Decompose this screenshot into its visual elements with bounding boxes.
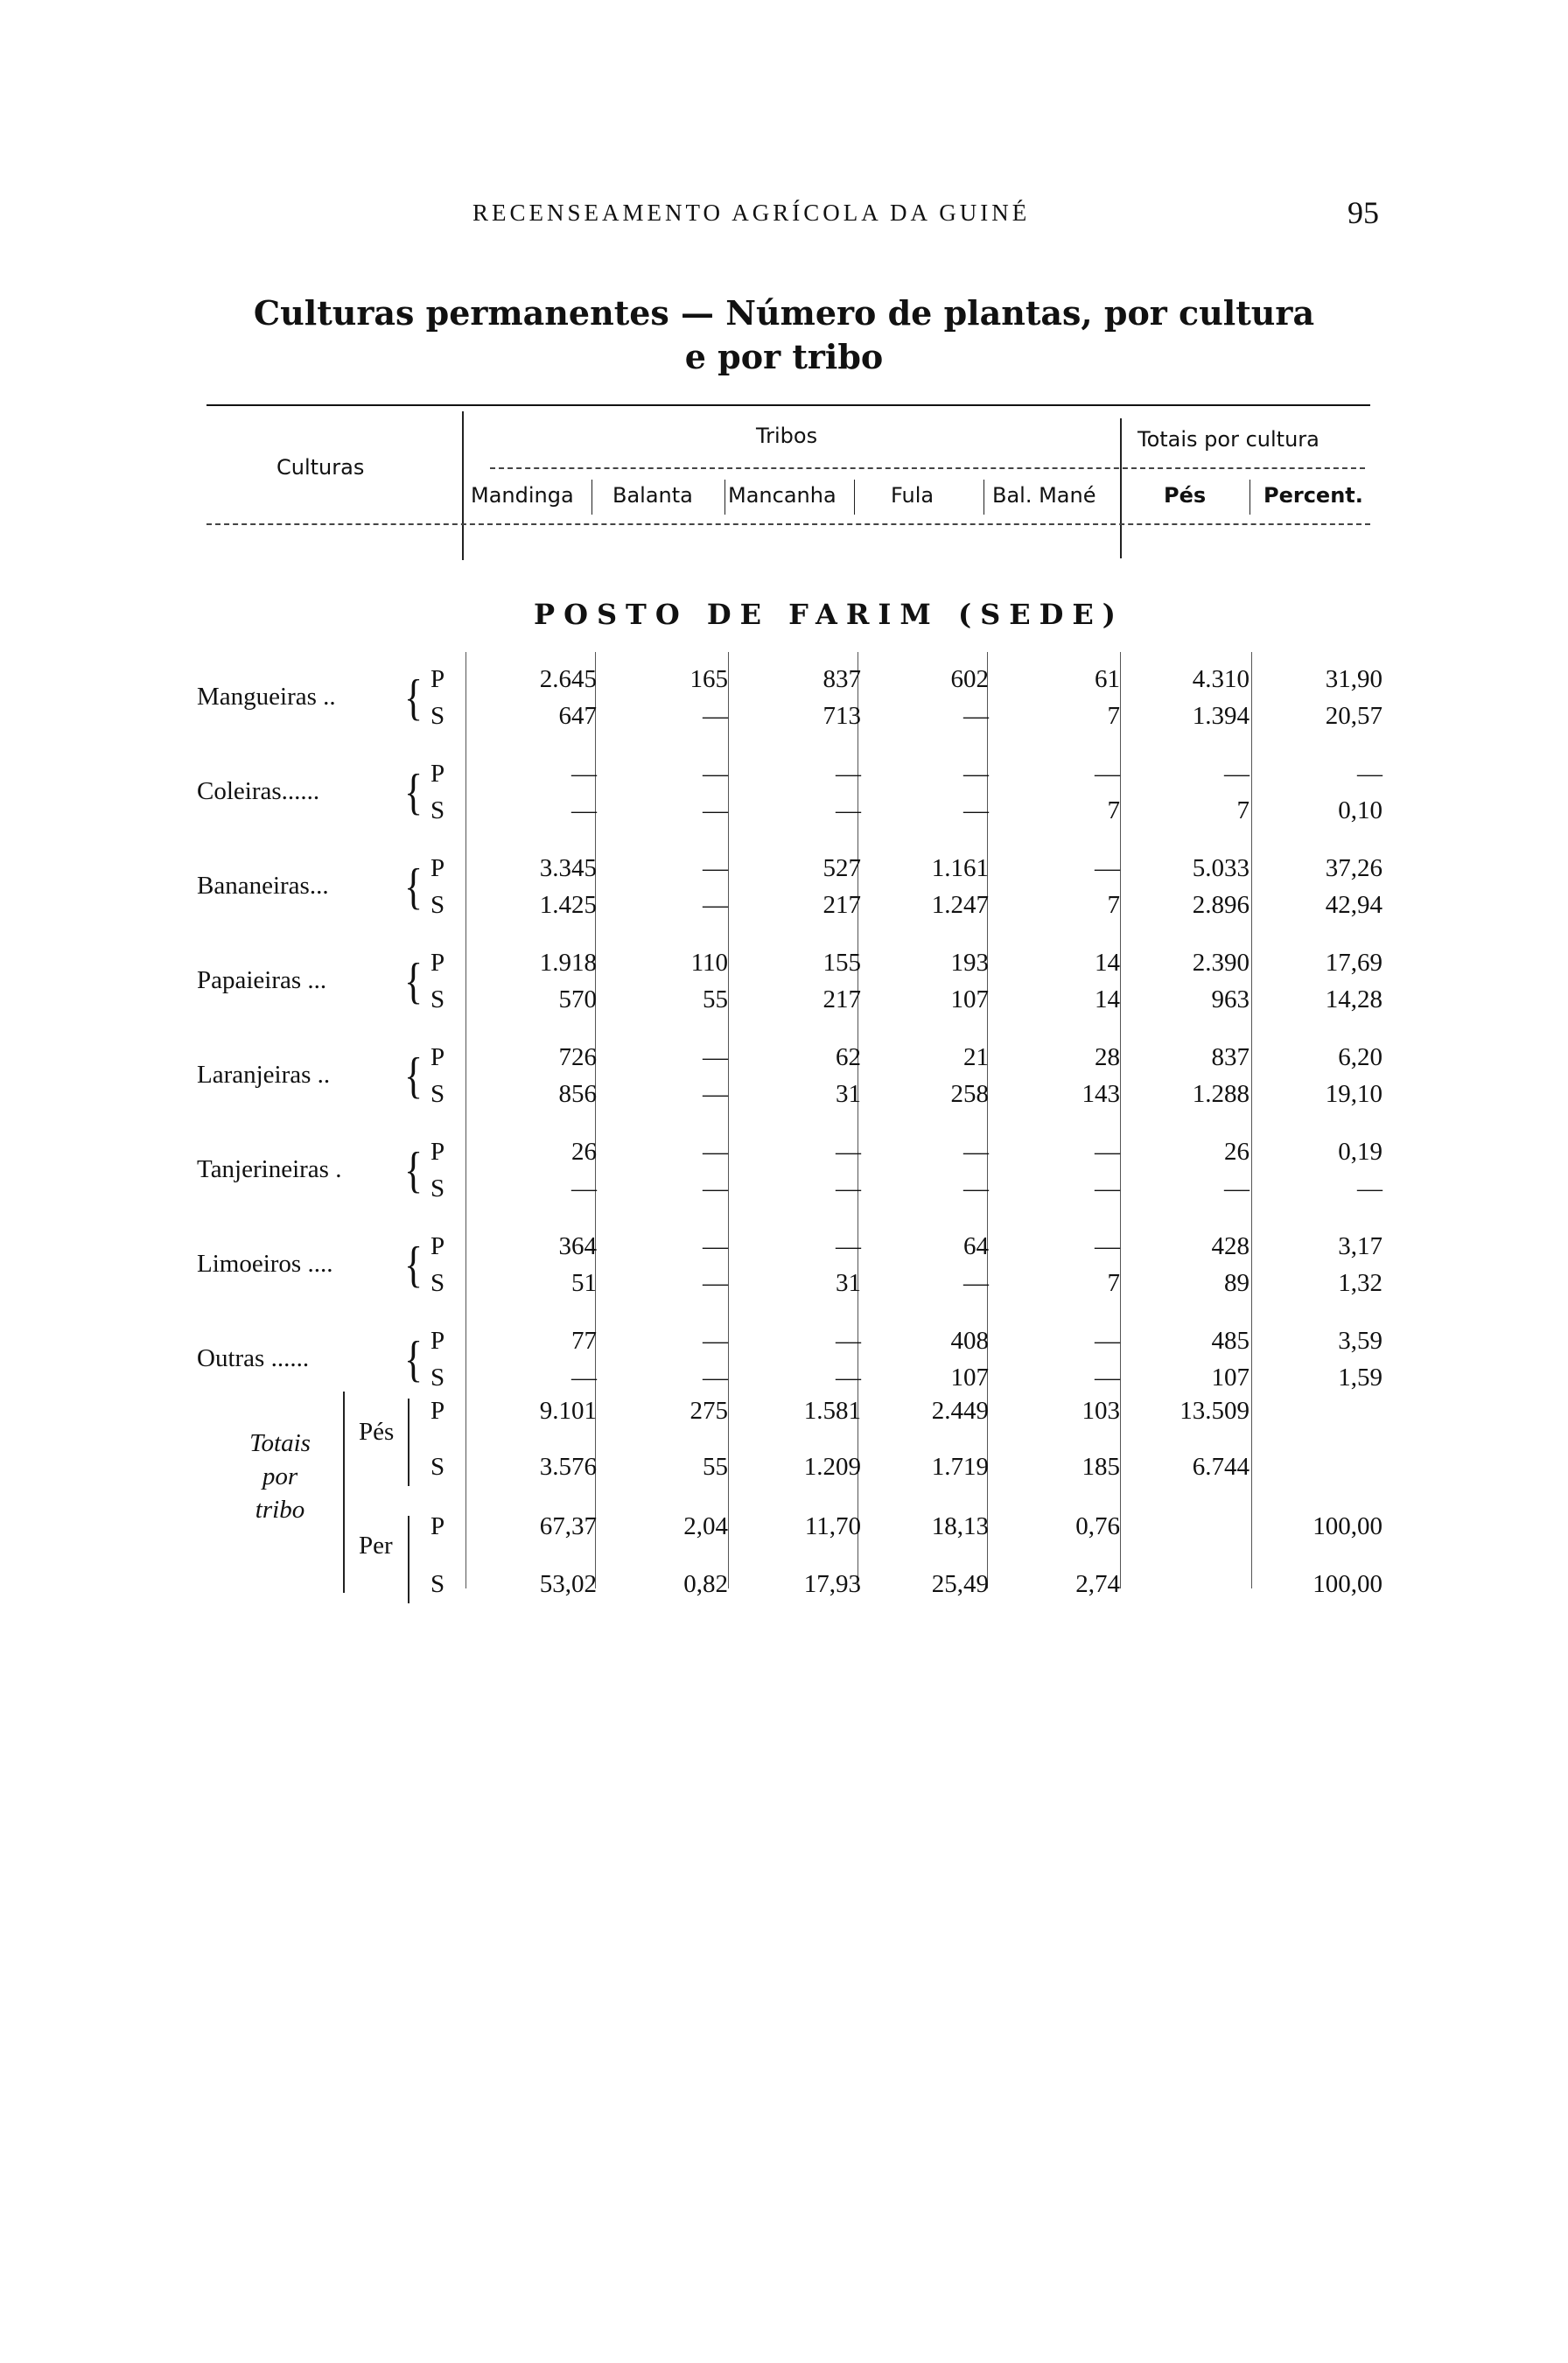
table-cell: 14,28 [1325,985,1382,1013]
header-mancanha: Mancanha [728,483,836,508]
table-cell: 26 [571,1138,597,1166]
table-cell: — [1095,1232,1120,1260]
totals-label [214,1427,346,1526]
totals-cell: 11,70 [804,1512,861,1540]
table-cell: 37,26 [1325,854,1382,882]
totals-ps-label: S [430,1453,445,1481]
table-cell: 107 [950,1364,989,1392]
table-cell: — [963,1174,989,1203]
table-cell: 155 [822,949,861,977]
table-cell: 2.390 [1192,949,1250,977]
table-cell: 143 [1082,1080,1120,1108]
table-cell: — [571,796,597,824]
table-cell: 64 [963,1232,989,1260]
ps-label-p: P [430,665,445,693]
table-cell: 3,59 [1338,1327,1382,1355]
totals-cell: 0,76 [1075,1512,1120,1540]
totals-ps-label: S [430,1570,445,1598]
table-cell: 7 [1236,796,1250,824]
table-cell: 570 [558,985,597,1013]
table-cell: — [836,796,861,824]
table-cell: — [1357,1174,1382,1203]
table-cell: 1.247 [931,891,989,919]
table-cell: 17,69 [1325,949,1382,977]
table-cell: 3,17 [1338,1232,1382,1260]
ps-label-s: S [430,702,445,730]
ps-label-s: S [430,1080,445,1108]
table-cell: 726 [558,1043,597,1071]
table-cell: 26 [1224,1138,1250,1166]
table-cell: 20,57 [1325,702,1382,730]
table-cell: 7 [1107,891,1120,919]
table-cell: — [963,702,989,730]
table-cell: 602 [950,665,989,693]
totals-label-line: por [262,1462,298,1490]
table-cell: 193 [950,949,989,977]
table-cell: — [703,1080,728,1108]
totals-cell: 13.509 [1180,1397,1250,1425]
row-label: Tanjerineiras . [197,1155,342,1183]
ps-label-s: S [430,1364,445,1392]
table-cell: 0,19 [1338,1138,1382,1166]
table-cell: — [836,760,861,788]
totals-cell: 55 [703,1453,728,1481]
header-pes: Pés [1164,483,1207,508]
row-label: Limoeiros .... [197,1250,333,1278]
header-sep [724,480,725,515]
row-brace: { [404,1142,424,1199]
ps-label-p: P [430,949,445,977]
table-cell: — [963,1269,989,1297]
row-brace: { [404,1048,424,1104]
table-title-line-1: Culturas permanentes — Número de plantas, por cultura [253,293,1315,333]
table-cell: 837 [1211,1043,1250,1071]
table-cell: 3.345 [539,854,597,882]
table-cell: 31,90 [1325,665,1382,693]
totals-cell: 25,49 [931,1570,989,1598]
table-cell: 364 [558,1232,597,1260]
ps-label-p: P [430,760,445,788]
ps-label-s: S [430,1174,445,1203]
table-cell: 165 [690,665,728,693]
row-brace: { [404,953,424,1010]
table-cell: — [836,1174,861,1203]
totals-cell: 18,13 [931,1512,989,1540]
table-cell: 713 [822,702,861,730]
ps-label-s: S [430,796,445,824]
table-cell: 963 [1211,985,1250,1013]
row-label: Outras ...... [197,1344,310,1372]
column-separator [987,652,988,1588]
totals-per-brace [408,1516,415,1603]
row-brace: { [404,859,424,915]
table-title-line-2: e por tribo [684,337,884,376]
table-cell: 217 [822,985,861,1013]
table-cell: — [1224,1174,1250,1203]
row-label: Bananeiras... [197,872,329,900]
table-cell: 5.033 [1192,854,1250,882]
table-cell: 107 [950,985,989,1013]
totals-pes-brace [408,1399,415,1486]
table-cell: 6,20 [1338,1043,1382,1071]
table-cell: — [571,760,597,788]
column-separator [1120,652,1121,1588]
totals-cell: 100,00 [1312,1570,1382,1598]
table-cell: — [703,891,728,919]
header-mandinga: Mandinga [471,483,574,508]
table-cell: 1.394 [1192,702,1250,730]
table-cell: — [703,854,728,882]
header-fula: Fula [891,483,934,508]
table-cell: — [703,1138,728,1166]
table-cell: 14 [1095,949,1120,977]
totals-cell: 9.101 [539,1397,597,1425]
row-label: Laranjeiras .. [197,1061,331,1089]
table-cell: — [571,1174,597,1203]
table-cell: 1.425 [539,891,597,919]
ps-label-p: P [430,1138,445,1166]
totals-pes-label: Pés [359,1418,395,1446]
table-cell: — [1095,1138,1120,1166]
table-cell: 485 [1211,1327,1250,1355]
running-head: RECENSEAMENTO AGRÍCOLA DA GUINÉ [472,200,1031,226]
table-cell: — [703,1174,728,1203]
table-cell: — [1095,1327,1120,1355]
table-cell: 51 [571,1269,597,1297]
table-cell: — [1095,1364,1120,1392]
totals-cell: 1.719 [931,1453,989,1481]
page-number: 95 [1348,195,1379,230]
row-label: Coleiras...... [197,777,320,805]
row-brace: { [404,1237,424,1294]
table-cell: 2.645 [539,665,597,693]
table-cell: 110 [690,949,728,977]
table-cell: — [1095,854,1120,882]
table-cell: 62 [836,1043,861,1071]
ps-label-p: P [430,1043,445,1071]
header-balanta: Balanta [612,483,693,508]
totals-cell: 2,04 [683,1512,728,1540]
table-cell: — [836,1232,861,1260]
table-cell: — [571,1364,597,1392]
totals-label-line: Totais [249,1429,311,1457]
totals-label-line: tribo [255,1496,305,1524]
table-cell: 428 [1211,1232,1250,1260]
totals-brace [343,1392,348,1593]
row-brace: { [404,764,424,821]
table-cell: 647 [558,702,597,730]
table-cell: — [703,1327,728,1355]
table-cell: 1,59 [1338,1364,1382,1392]
ps-label-p: P [430,1232,445,1260]
header-vertical-rule-totals [1120,418,1122,558]
table-cell: — [963,760,989,788]
table-cell: 1.288 [1192,1080,1250,1108]
table-cell: 7 [1107,1269,1120,1297]
table-cell: 258 [950,1080,989,1108]
table-cell: 89 [1224,1269,1250,1297]
table-cell: — [703,702,728,730]
row-label: Mangueiras .. [197,683,336,711]
totals-cell: 100,00 [1312,1512,1382,1540]
ps-label-s: S [430,1269,445,1297]
table-cell: — [1357,760,1382,788]
totals-cell: 3.576 [539,1453,597,1481]
totals-ps-label: P [430,1397,445,1425]
header-bal-mane: Bal. Mané [992,483,1096,508]
totals-ps-label: P [430,1512,445,1540]
ps-label-p: P [430,1327,445,1355]
table-cell: — [836,1138,861,1166]
totals-cell: 53,02 [539,1570,597,1598]
table-cell: 7 [1107,702,1120,730]
table-cell: — [963,1138,989,1166]
header-top-rule [206,404,1370,406]
table-cell: — [1224,760,1250,788]
table-cell: — [703,796,728,824]
header-bottom-rule [206,523,1370,525]
table-cell: 2.896 [1192,891,1250,919]
totals-cell: 67,37 [539,1512,597,1540]
table-cell: — [1095,760,1120,788]
header-vertical-rule [462,411,464,560]
header-mid-rule [490,467,1365,469]
table-cell: 7 [1107,796,1120,824]
table-cell: 14 [1095,985,1120,1013]
column-separator [595,652,596,1588]
totals-cell: 103 [1082,1397,1120,1425]
table-cell: 1.161 [931,854,989,882]
header-tribos: Tribos [756,424,818,448]
table-cell: 527 [822,854,861,882]
table-cell: 19,10 [1325,1080,1382,1108]
table-cell: 31 [836,1080,861,1108]
table-cell: 55 [703,985,728,1013]
table-cell: 42,94 [1325,891,1382,919]
table-cell: 77 [571,1327,597,1355]
table-cell: 31 [836,1269,861,1297]
table-cell: 837 [822,665,861,693]
ps-label-s: S [430,985,445,1013]
table-cell: — [836,1364,861,1392]
totals-cell: 2.449 [931,1397,989,1425]
table-cell: 1,32 [1338,1269,1382,1297]
table-cell: — [703,1043,728,1071]
header-culturas: Culturas [276,455,365,480]
row-brace: { [404,1331,424,1388]
table-cell: — [1095,1174,1120,1203]
table-cell: 217 [822,891,861,919]
table-cell: 21 [963,1043,989,1071]
header-totais: Totais por cultura [1138,427,1320,452]
table-cell: — [963,796,989,824]
totals-cell: 6.744 [1192,1453,1250,1481]
header-percent: Percent. [1264,483,1363,508]
ps-label-p: P [430,854,445,882]
header-sep [854,480,855,515]
table-cell: 856 [558,1080,597,1108]
table-cell: — [703,1232,728,1260]
totals-cell: 275 [690,1397,728,1425]
row-brace: { [404,670,424,726]
table-cell: — [703,1364,728,1392]
table-cell: 408 [950,1327,989,1355]
totals-cell: 185 [1082,1453,1120,1481]
table-cell: — [703,760,728,788]
column-separator [728,652,729,1588]
ps-label-s: S [430,891,445,919]
row-label: Papaieiras ... [197,966,327,994]
table-cell: 4.310 [1192,665,1250,693]
table-cell: — [703,1269,728,1297]
section-title: POSTO DE FARIM (SEDE) [534,598,1124,631]
totals-cell: 1.581 [803,1397,861,1425]
table-cell: 61 [1095,665,1120,693]
table-cell: — [836,1327,861,1355]
column-separator [1251,652,1252,1588]
totals-per-label: Per [359,1532,393,1560]
totals-cell: 1.209 [803,1453,861,1481]
table-cell: 1.918 [539,949,597,977]
table-cell: 107 [1211,1364,1250,1392]
table-cell: 28 [1095,1043,1120,1071]
totals-cell: 2,74 [1075,1570,1120,1598]
totals-cell: 0,82 [683,1570,728,1598]
table-cell: 0,10 [1338,796,1382,824]
totals-cell: 17,93 [803,1570,861,1598]
